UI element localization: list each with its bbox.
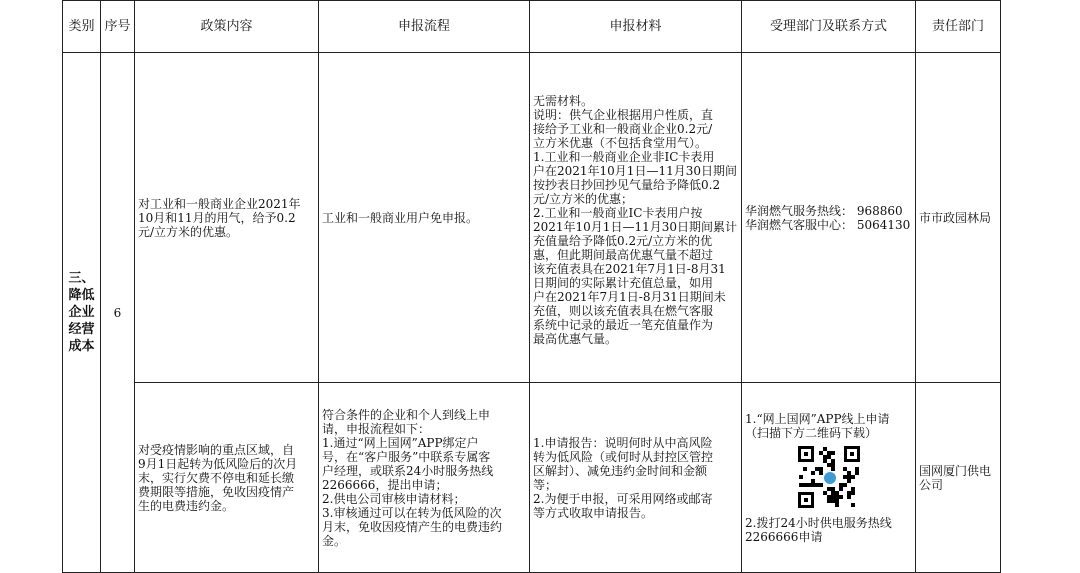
seq-cell: 6 [101,53,135,573]
content-cell: 对受疫情影响的重点区域，自 9月1日起转为低风险后的次月 末，实行欠费不停电和延长缴 费期限等措施，免收因疫情产 生的电费违约金。 [135,383,319,573]
qr-module [851,491,855,495]
category-line: 成本 [68,339,95,354]
contact-cell [742,53,916,383]
header-process: 申报流程 [319,1,530,53]
qr-module [839,495,843,499]
qr-module [855,471,859,475]
header-contact: 受理部门及联系方式 [742,1,916,53]
process-cell: 工业和一般商业用户免申报。 [319,53,530,383]
category-line: 企业 [68,305,95,320]
process-cell: 符合条件的企业和个人到线上申 请，申报流程如下： 1.通过“网上国网”APP绑定户 号，在“客户服务”中联系专属客 户经理，或联系24小时服务热线 2266666，提出申请； 2.供电公司审核申请材料； 3.审核通过可以在转为低风险的次 月末，免收因疫情产生的电费违约 金。 [319,383,530,573]
qr-module [843,483,847,487]
header-dept: 责任部门 [916,1,1001,53]
qr-module [839,487,843,491]
qr-module [811,471,815,475]
header-seq: 序号 [101,1,135,53]
table-row [63,53,1001,383]
qr-module [851,475,855,479]
dept-cell: 国网厦门供电 公司 [916,383,1001,573]
qr-module [819,483,823,487]
qr-module [847,495,851,499]
policy-table [62,0,1001,573]
qr-module [835,503,839,507]
table-row [63,383,1001,573]
header-category: 类别 [63,1,101,53]
qr-module [831,467,835,471]
category-line: 经营 [68,322,95,337]
category-cell [63,53,101,573]
qr-module [851,503,855,507]
qr-code-icon[interactable] [798,446,860,508]
gas-hotline: 华润燃气服务热线： 968860 [745,203,903,218]
header-materials: 申报材料 [530,1,742,53]
dept-cell: 市市政园林局 [916,53,1001,383]
category-line: 三、 [68,271,95,286]
header-row [63,1,1001,53]
category-line: 降低 [68,288,95,303]
qr-module [847,479,851,483]
content-cell: 对工业和一般商业企业2021年 10月和11月的用气，给予0.2 元/立方米的优惠。 [135,53,319,383]
materials-cell: 1.申请报告：说明何时从中高风险 转为低风险（或何时从封控区管控 区解封）、减免违约金时间和金额 等； 2.为便于申报，可采用网络或邮寄 等方式收取申请报告。 [530,383,742,573]
qr-module [831,451,835,455]
gas-service-center: 华润燃气客服中心： 5064130 [745,217,911,232]
header-content: 政策内容 [135,1,319,53]
qr-module [803,467,807,471]
qr-module [799,475,803,479]
materials-cell: 无需材料。 说明：供气企业根据用户性质，直 接给予工业和一般商业企业0.2元/ 立方米优惠（不包括食堂用气）。 1.工业和一般商业企业非IC卡表用 户在2021年10月1日—11月30日期间 按抄表日抄回抄见气量给予降低0.2 元/立方米的优惠； 2.工业和一般商业IC卡表用户按 2021年10月1日—11月30日期间累计 充值量给予降低0.2元/立方米的优 惠，但此期间最高优惠气量不超过 该充值表具在2021年7月1日-8月31 日期间的实际累计充值总量，如用 户在2021年7月1日-8月31日期间未 充值，则以该充值表具在燃气客服 系统中记录的最近一笔充值量作为 最高优惠气量。 [530,53,742,383]
qr-module [819,471,823,475]
contact-cell: 1.“网上国网”APP线上申请 （扫描下方二维码下载） 2.拨打24小时供电服务热线 2266666申请 [742,383,916,573]
